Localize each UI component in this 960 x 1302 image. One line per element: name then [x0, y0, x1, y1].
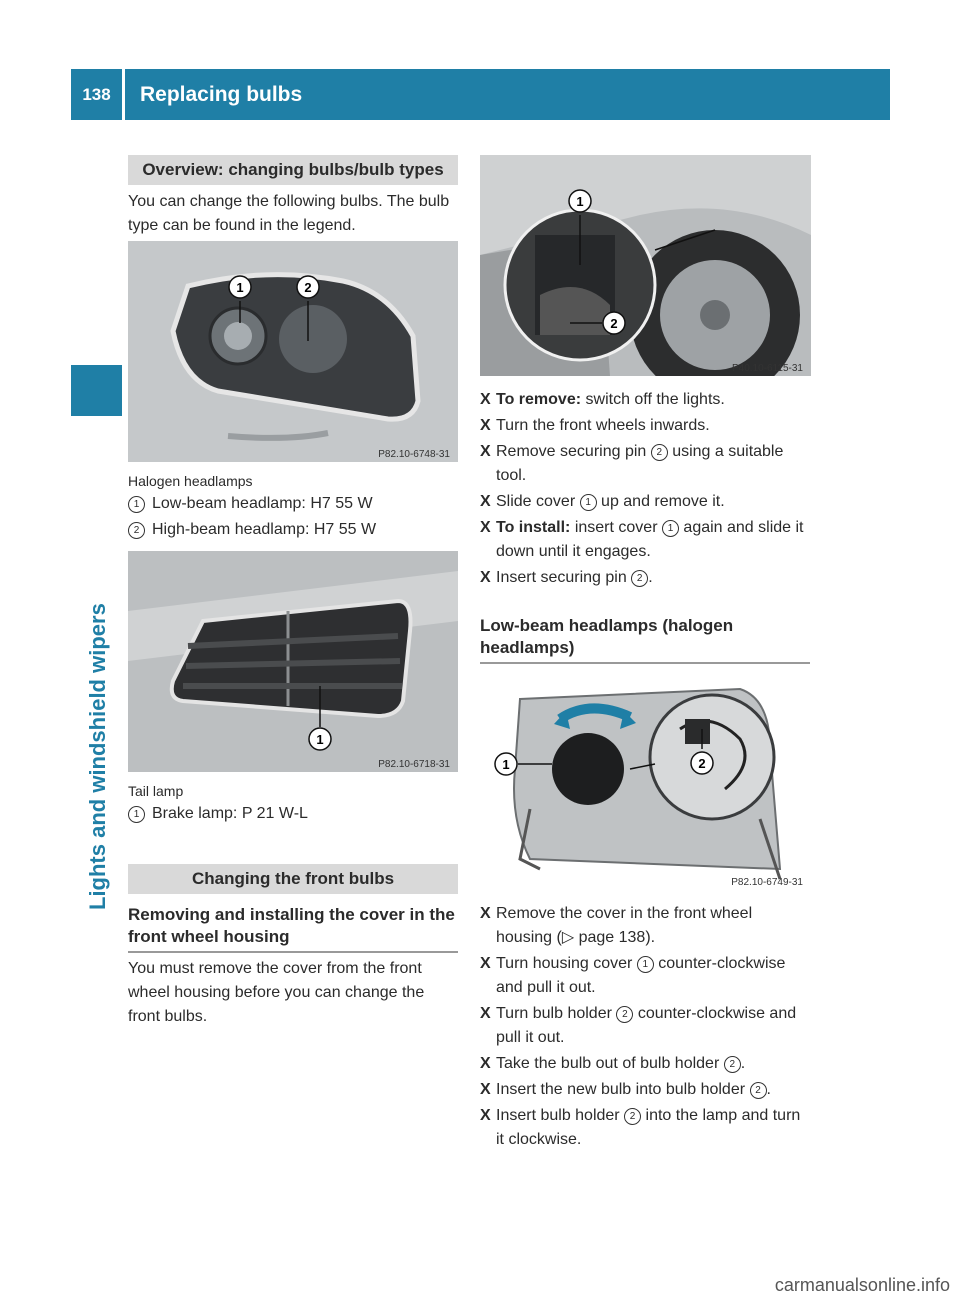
svg-text:2: 2: [304, 280, 312, 295]
legend-number: 1: [128, 496, 145, 513]
instruction-step: X Turn housing cover 1 counter-clockwise and pull it out.: [480, 952, 812, 1000]
step-marker-icon: X: [480, 905, 491, 922]
instruction-step: X Insert bulb holder 2 into the lamp and turn it clockwise.: [480, 1104, 812, 1152]
instruction-step: X Slide cover 1 up and remove it.: [480, 490, 812, 514]
lowbeam-housing-figure: [480, 669, 811, 890]
legend-item: [128, 801, 308, 827]
halogen-headlamp-figure: [128, 241, 458, 462]
overview-heading: Overview: changing bulbs/bulb types: [128, 155, 458, 185]
page-ref-icon: ▷: [561, 929, 575, 946]
legend-text: Low-beam headlamp: H7 55 W: [152, 495, 373, 512]
instruction-step: X Insert securing pin 2 .: [480, 566, 812, 590]
step-marker-icon: X: [480, 519, 491, 536]
watermark: carmanualsonline.info: [774, 1275, 950, 1295]
instruction-step: X Insert the new bulb into bulb holder 2 .: [480, 1078, 812, 1102]
svg-text:1: 1: [576, 194, 584, 209]
figure-code: P82.10-6748-31: [378, 449, 450, 460]
step-marker-icon: X: [480, 569, 491, 586]
step-marker-icon: X: [480, 391, 491, 408]
figure-caption: Halogen headlamps: [128, 473, 253, 489]
step-marker-icon: X: [480, 955, 491, 972]
svg-text:2: 2: [698, 756, 706, 771]
svg-text:1: 1: [236, 280, 244, 295]
legend-text: High-beam headlamp: H7 55 W: [152, 521, 377, 538]
svg-text:1: 1: [502, 757, 510, 772]
wheel-housing-figure: [480, 155, 811, 376]
step-marker-icon: X: [480, 417, 491, 434]
tail-lamp-figure: [128, 551, 458, 772]
legend-item: [128, 517, 376, 543]
step-marker-icon: X: [480, 1005, 491, 1022]
legend-item: [128, 491, 373, 517]
svg-text:2: 2: [610, 316, 618, 331]
section-tab-marker: [71, 365, 122, 416]
instruction-step: X To install: insert cover 1 again and slide it down until it engages.: [480, 516, 812, 564]
instruction-step: X Remove the cover in the front wheel housing (▷ page 138).: [480, 902, 812, 950]
instruction-step: X Turn the front wheels inwards.: [480, 414, 812, 438]
instruction-step: X Remove securing pin 2 using a suitable tool.: [480, 440, 812, 488]
step-marker-icon: X: [480, 1081, 491, 1098]
step-marker-icon: X: [480, 493, 491, 510]
section-tab: [71, 150, 122, 1300]
step-marker-icon: X: [480, 1055, 491, 1072]
lowbeam-steps: [480, 902, 812, 1152]
removal-steps: [480, 388, 812, 590]
figure-code: P82.10-6749-31: [731, 877, 803, 888]
front-bulbs-heading: Changing the front bulbs: [128, 864, 458, 894]
svg-text:1: 1: [316, 732, 324, 747]
step-marker-icon: X: [480, 1107, 491, 1124]
instruction-step: X To remove: switch off the lights.: [480, 388, 812, 412]
overview-text: You can change the following bulbs. The bulb type can be found in the legend.: [128, 193, 450, 234]
step-marker-icon: X: [480, 443, 491, 460]
figure-caption: Tail lamp: [128, 783, 184, 799]
page-title: Replacing bulbs: [140, 82, 303, 106]
section-tab-label: Lights and windshield wipers: [85, 603, 110, 910]
legend-text: Brake lamp: P 21 W-L: [152, 805, 308, 822]
legend-number: 2: [128, 522, 145, 539]
instruction-step: X Turn bulb holder 2 counter-clockwise and pull it out.: [480, 1002, 812, 1050]
figure-code: P40.10-6115-31: [732, 363, 803, 374]
figure-code: P82.10-6718-31: [378, 759, 450, 770]
page-number: 138: [71, 69, 125, 120]
instruction-step: X Take the bulb out of bulb holder 2 .: [480, 1052, 812, 1076]
legend-number: 1: [128, 806, 145, 823]
lowbeam-subheading: Low-beam headlamps (halogen headlamps): [480, 615, 810, 664]
cover-subheading: Removing and installing the cover in the front wheel housing: [128, 904, 458, 953]
cover-text: You must remove the cover from the front wheel housing before you can change the front bulbs.: [128, 960, 425, 1025]
